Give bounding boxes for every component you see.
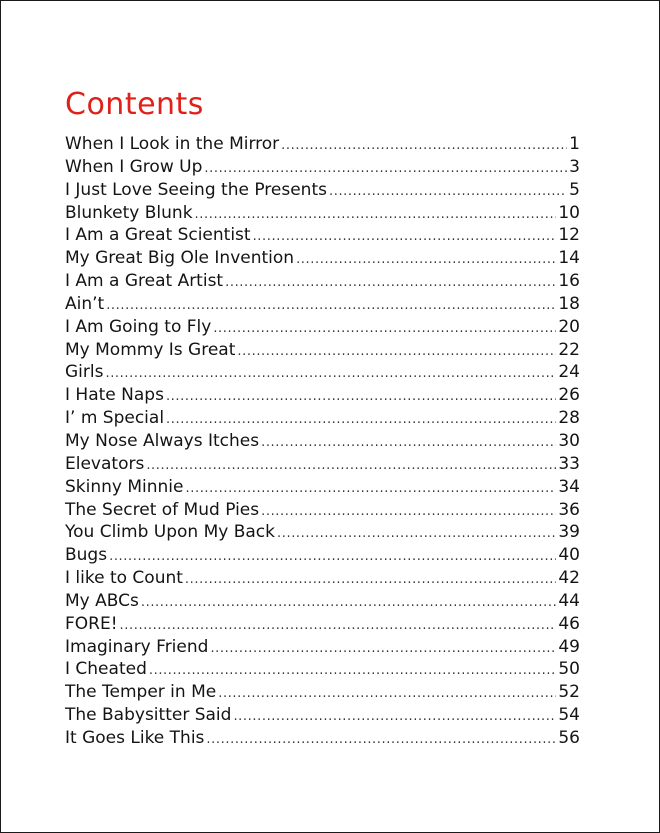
dot-leader: [261, 504, 556, 519]
toc-entry: [65, 248, 580, 271]
dot-leader: [233, 709, 556, 724]
dot-leader: [210, 641, 556, 656]
dot-leader: [329, 184, 567, 199]
toc-entry-title: My Mommy Is Great: [65, 339, 236, 360]
toc-entry-title: Imaginary Friend: [65, 636, 209, 657]
toc-entry-title: Bugs: [65, 545, 108, 566]
toc-entry: [65, 614, 580, 637]
toc-entry-page-number: 49: [558, 636, 580, 657]
table-of-contents: [65, 134, 580, 751]
toc-entry-page-number: 50: [558, 659, 580, 680]
toc-entry-title: The Temper in Me: [65, 682, 217, 703]
toc-entry: [65, 728, 580, 751]
dot-leader: [261, 435, 556, 450]
dot-leader: [218, 686, 556, 701]
dot-leader: [296, 252, 556, 267]
dot-leader: [146, 458, 556, 473]
dot-leader: [166, 412, 556, 427]
toc-entry-title: I Hate Naps: [65, 385, 164, 406]
dot-leader: [253, 229, 557, 244]
toc-entry: [65, 522, 580, 545]
dot-leader: [281, 138, 567, 153]
dot-leader: [277, 526, 556, 541]
dot-leader: [105, 366, 556, 381]
toc-entry-title: I Am a Great Artist: [65, 271, 224, 292]
dot-leader: [185, 572, 556, 587]
toc-entry: [65, 591, 580, 614]
toc-entry-page-number: 10: [558, 202, 580, 223]
dot-leader: [213, 321, 556, 336]
toc-entry-page-number: 5: [569, 179, 580, 200]
toc-entry-title: I Just Love Seeing the Presents: [65, 179, 327, 200]
toc-entry-title: I Cheated: [65, 659, 147, 680]
dot-leader: [237, 344, 556, 359]
toc-entry-title: I’ m Special: [65, 408, 165, 429]
dot-leader: [204, 161, 567, 176]
toc-entry-title: My Nose Always Itches: [65, 430, 260, 451]
toc-entry: [65, 659, 580, 682]
toc-entry: [65, 477, 580, 500]
toc-entry-page-number: 44: [558, 590, 580, 611]
toc-entry: [65, 294, 580, 317]
dot-leader: [106, 298, 556, 313]
toc-entry-title: I Am Going to Fly: [65, 316, 212, 337]
toc-entry-page-number: 39: [558, 522, 580, 543]
toc-entry-title: When I Grow Up: [65, 156, 203, 177]
toc-entry: [65, 637, 580, 660]
toc-entry: [65, 385, 580, 408]
toc-entry: [65, 545, 580, 568]
toc-entry-page-number: 20: [558, 316, 580, 337]
toc-entry: [65, 431, 580, 454]
toc-entry: [65, 682, 580, 705]
toc-entry-title: It Goes Like This: [65, 727, 205, 748]
dot-leader: [186, 481, 557, 496]
toc-entry-page-number: 33: [558, 453, 580, 474]
toc-entry-page-number: 16: [558, 271, 580, 292]
toc-entry-page-number: 18: [558, 293, 580, 314]
toc-entry-page-number: 34: [558, 476, 580, 497]
toc-entry: [65, 408, 580, 431]
toc-entry-page-number: 3: [569, 156, 580, 177]
toc-entry: [65, 568, 580, 591]
toc-entry-page-number: 56: [558, 727, 580, 748]
toc-entry: [65, 500, 580, 523]
toc-entry: [65, 180, 580, 203]
toc-entry-page-number: 40: [558, 545, 580, 566]
toc-entry-title: My ABCs: [65, 590, 139, 611]
dot-leader: [109, 549, 556, 564]
toc-entry-page-number: 36: [558, 499, 580, 520]
dot-leader: [195, 207, 557, 222]
toc-entry-page-number: 54: [558, 705, 580, 726]
toc-entry: [65, 362, 580, 385]
toc-entry-title: Girls: [65, 362, 104, 383]
toc-entry: [65, 454, 580, 477]
toc-entry-title: Elevators: [65, 453, 145, 474]
toc-entry-page-number: 46: [558, 613, 580, 634]
toc-entry-title: Ain’t: [65, 293, 105, 314]
toc-entry-title: FORE!: [65, 613, 118, 634]
toc-entry: [65, 225, 580, 248]
dot-leader: [149, 663, 557, 678]
toc-entry-page-number: 22: [558, 339, 580, 360]
toc-entry-title: My Great Big Ole Invention: [65, 248, 295, 269]
toc-entry-title: When I Look in the Mirror: [65, 134, 280, 154]
toc-entry: [65, 271, 580, 294]
toc-entry: [65, 705, 580, 728]
toc-entry-page-number: 30: [558, 430, 580, 451]
toc-entry-title: You Climb Upon My Back: [65, 522, 275, 543]
dot-leader: [225, 275, 556, 290]
toc-entry: [65, 340, 580, 363]
dot-leader: [141, 595, 557, 610]
dot-leader: [206, 732, 556, 747]
toc-entry-title: The Babysitter Said: [65, 705, 232, 726]
toc-entry: [65, 134, 580, 157]
toc-entry-title: The Secret of Mud Pies: [65, 499, 260, 520]
toc-entry-page-number: 42: [558, 568, 580, 589]
toc-entry-title: I like to Count: [65, 568, 183, 589]
toc-entry-page-number: 52: [558, 682, 580, 703]
toc-entry: [65, 317, 580, 340]
toc-entry-page-number: 14: [558, 248, 580, 269]
toc-entry: [65, 203, 580, 226]
toc-entry-page-number: 24: [558, 362, 580, 383]
toc-entry-title: I Am a Great Scientist: [65, 225, 251, 246]
dot-leader: [120, 618, 557, 633]
page-title: Contents: [65, 87, 204, 122]
toc-entry-page-number: 12: [558, 225, 580, 246]
toc-entry-page-number: 28: [558, 408, 580, 429]
toc-entry-title: Skinny Minnie: [65, 476, 184, 497]
toc-entry-title: Blunkety Blunk: [65, 202, 193, 223]
toc-entry: [65, 157, 580, 180]
toc-entry-page-number: 26: [558, 385, 580, 406]
dot-leader: [166, 389, 556, 404]
toc-entry-page-number: 1: [569, 134, 580, 154]
